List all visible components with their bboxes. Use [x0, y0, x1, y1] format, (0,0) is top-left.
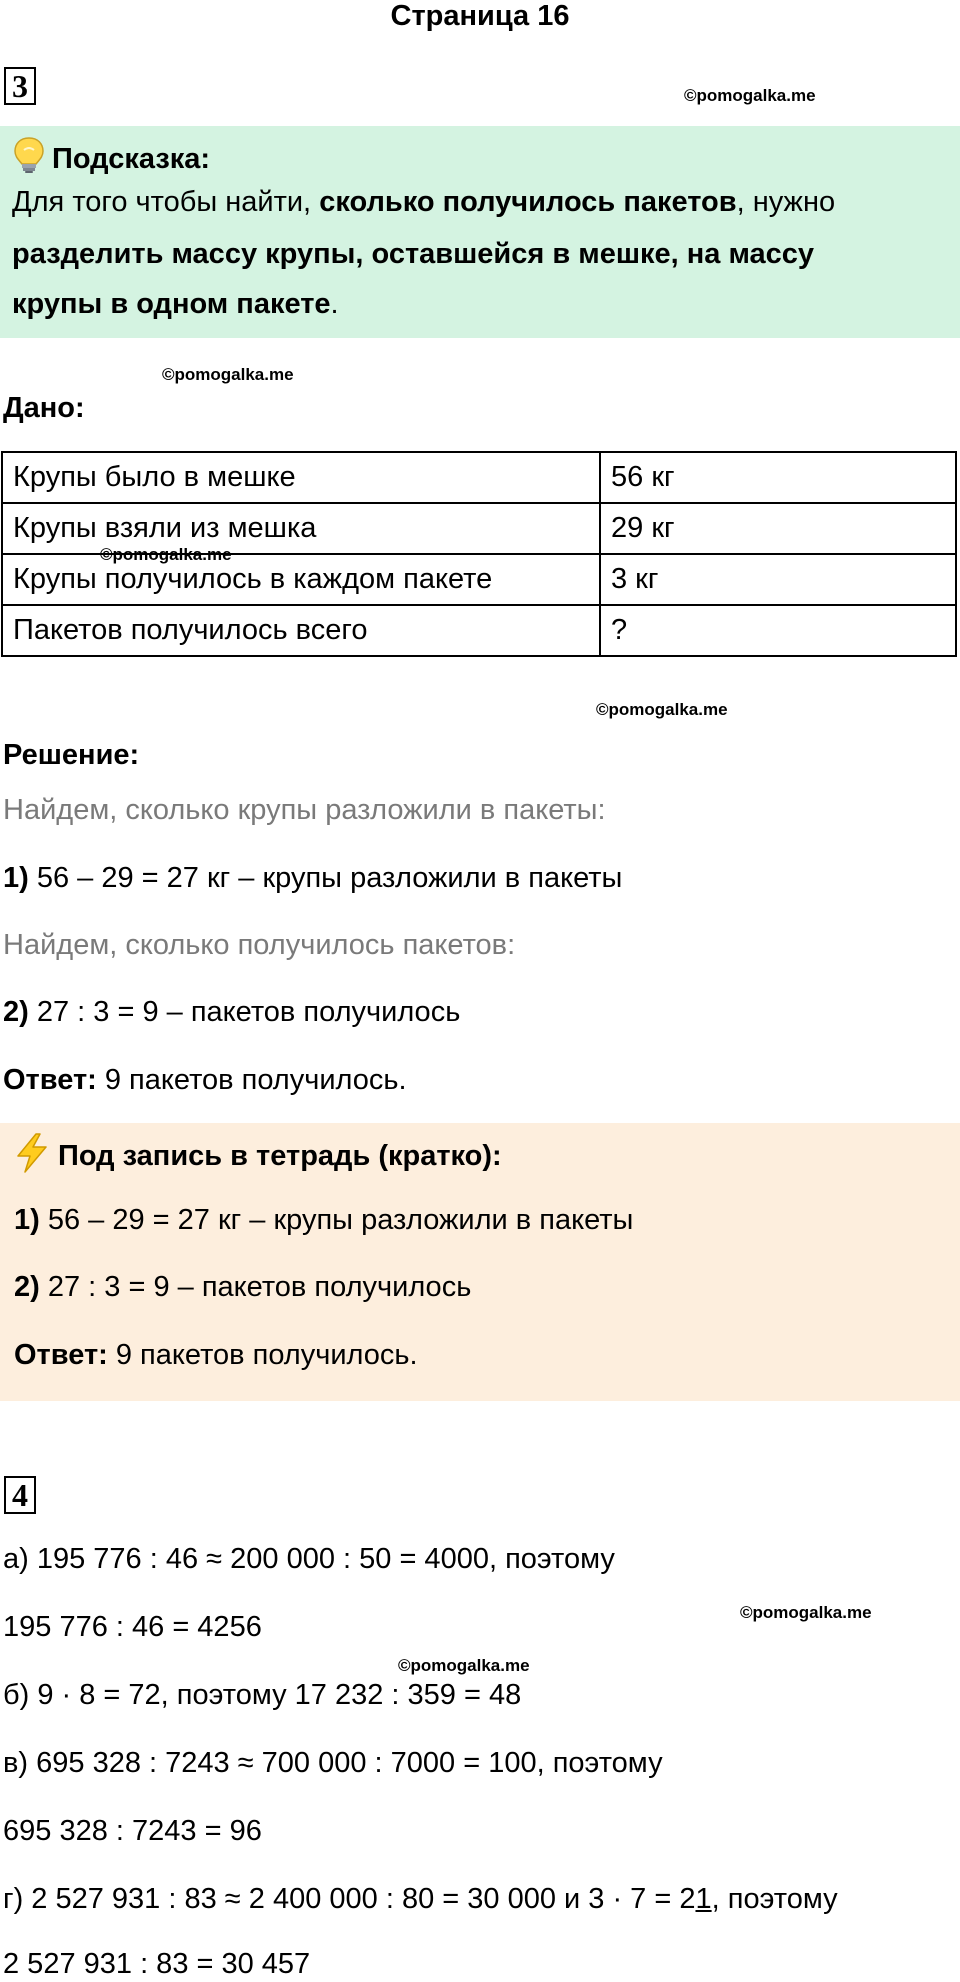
step-number: 1): [3, 862, 29, 894]
task4-text: , поэтому: [711, 1883, 838, 1915]
step-text: 56 – 29 = 27 кг – крупы разложили в пакеты: [39, 1204, 634, 1236]
hint-text: .: [330, 288, 339, 320]
step-number: 2): [3, 996, 29, 1028]
given-label: Дано:: [3, 392, 85, 424]
hint-title: Подсказка:: [52, 143, 211, 175]
hint-text-bold: сколько получилось пакетов: [319, 186, 737, 218]
given-label-cell: Крупы взяли из мешка: [2, 503, 600, 554]
step-text: 27 : 3 = 9 – пакетов получилось: [28, 996, 461, 1028]
given-value-cell: 29 кг: [600, 503, 956, 554]
task4-underlined-digit: 1: [695, 1883, 712, 1915]
answer-label: Ответ:: [3, 1064, 97, 1096]
given-value-cell: 56 кг: [600, 452, 956, 503]
answer: [3, 1062, 407, 1098]
step-number: 1): [14, 1204, 40, 1236]
task4-line: б) 9 · 8 = 72, поэтому 17 232 : 359 = 48: [3, 1679, 522, 1711]
notebook-answer: [14, 1337, 418, 1373]
answer-label: Ответ:: [14, 1339, 108, 1371]
given-value-cell: 3 кг: [600, 554, 956, 605]
watermark: ©pomogalka.me: [100, 545, 232, 564]
notebook-title: Под запись в тетрадь (кратко):: [58, 1140, 502, 1172]
step-number: 2): [14, 1271, 40, 1303]
notebook-step2: [14, 1269, 471, 1305]
watermark: ©pomogalka.me: [162, 365, 294, 384]
step-text: 56 – 29 = 27 кг – крупы разложили в пакеты: [28, 862, 623, 894]
task4-line: а) 195 776 : 46 ≈ 200 000 : 50 = 4000, поэтому: [3, 1543, 615, 1575]
step1: [3, 860, 622, 896]
hint-text: Для того чтобы найти,: [12, 186, 320, 218]
task4-line: 2 527 931 : 83 = 30 457: [3, 1948, 311, 1980]
lightbulb-icon: [12, 136, 46, 174]
watermark: ©pomogalka.me: [684, 86, 816, 105]
hint-title-row: [12, 136, 210, 177]
step2: [3, 994, 460, 1030]
page-title: Страница 16: [390, 0, 570, 32]
step2-intro: Найдем, сколько получилось пакетов:: [3, 929, 516, 961]
step1-intro: Найдем, сколько крупы разложили в пакеты:: [3, 794, 606, 826]
notebook-box: [0, 1123, 960, 1401]
watermark: ©pomogalka.me: [740, 1603, 872, 1622]
step-text: 27 : 3 = 9 – пакетов получилось: [39, 1271, 472, 1303]
task4-text: г) 2 527 931 : 83 ≈ 2 400 000 : 80 = 30 000 и 3 · 7 = 2: [3, 1883, 696, 1915]
answer-text: 9 пакетов получилось.: [96, 1064, 407, 1096]
lightning-icon: [14, 1133, 50, 1173]
watermark: ©pomogalka.me: [596, 700, 728, 719]
hint-box: [0, 126, 960, 338]
table-row: [2, 452, 956, 503]
watermark: ©pomogalka.me: [398, 1656, 530, 1675]
given-label-cell: Пакетов получилось всего: [2, 605, 600, 656]
task4-line: в) 695 328 : 7243 ≈ 700 000 : 7000 = 100, поэтому: [3, 1747, 663, 1779]
task-number-4: 4: [4, 1476, 36, 1514]
task4-line: 695 328 : 7243 = 96: [3, 1815, 262, 1847]
given-value-cell: ?: [600, 605, 956, 656]
notebook-step1: [14, 1202, 633, 1238]
hint-text: , нужно: [736, 186, 836, 218]
hint-line-3: [12, 286, 339, 322]
notebook-title-row: [14, 1133, 502, 1174]
hint-line-2: разделить массу крупы, оставшейся в мешке, на массу: [12, 238, 815, 270]
hint-text-bold: крупы в одном пакете: [12, 288, 331, 320]
table-row: [2, 605, 956, 656]
hint-line-1: [12, 184, 835, 220]
given-label-cell: Крупы было в мешке: [2, 452, 600, 503]
task-number-3: 3: [4, 67, 36, 105]
answer-text: 9 пакетов получилось.: [107, 1339, 418, 1371]
task4-line: 195 776 : 46 = 4256: [3, 1611, 262, 1643]
given-label-cell: Крупы получилось в каждом пакете: [2, 554, 600, 605]
solution-label: Решение:: [3, 739, 140, 771]
task4-line-g: [3, 1881, 838, 1917]
